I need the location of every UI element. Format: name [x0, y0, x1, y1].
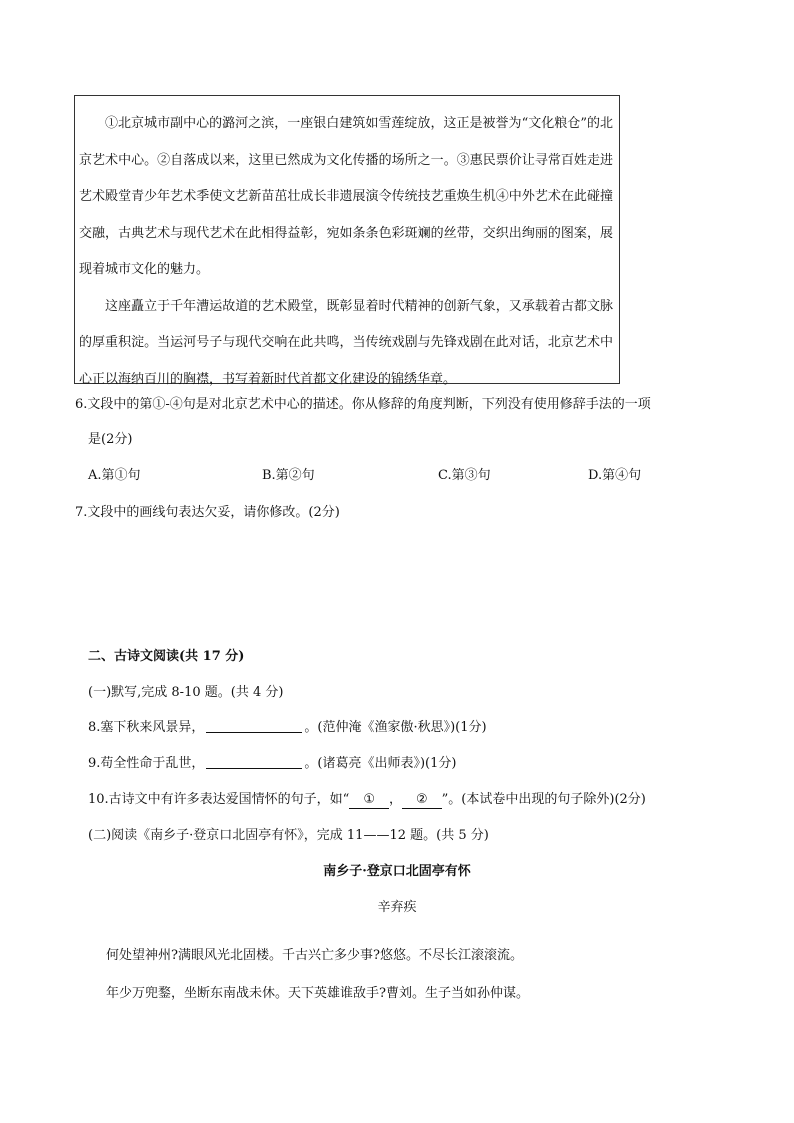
- question-9: [88, 754, 456, 774]
- question-9-prompt: 9.苟全性命于乱世，: [88, 756, 205, 771]
- question-10-blank-1[interactable]: ①: [349, 792, 389, 809]
- poem-title: 南乡子·登京口北固亭有怀: [323, 864, 471, 879]
- poem-author: 辛弃疾: [377, 900, 417, 915]
- subsection-2-title: (二)阅读《南乡子·登京口北固亭有怀》，完成 11——12 题。(共 5 分): [88, 828, 489, 843]
- question-6-stem: 6.文段中的第①-④句是对北京艺术中心的描述。你从修辞的角度判断，下列没有使用修辞手法的一项: [75, 397, 651, 412]
- passage-paragraph-1: ①北京城市副中心的潞河之滨，一座银白建筑如雪莲绽放，这正是被誉为“文化粮仓”的北京艺术中心。②自落成以来，这里已然成为文化传播的场所之一。③惠民票价让寻常百姓走进艺术殿堂青少年艺术季使文艺新苗茁壮成长非遗展演令传统技艺重焕生机④中外艺术在此碰撞交融，古典艺术与现代艺术在此相得益彰，宛如条条色彩斑斓的丝带，交织出绚丽的图案，展现着城市文化的魅力。: [79, 116, 613, 277]
- question-9-source: 。(诸葛亮《出师表》)(1分): [304, 756, 457, 771]
- question-8-blank[interactable]: [206, 718, 302, 733]
- question-10-blank-2[interactable]: ②: [402, 792, 442, 809]
- question-8: [88, 718, 487, 738]
- question-8-prompt: 8.塞下秋来风景异，: [88, 720, 205, 735]
- question-7: 7.文段中的画线句表达欠妥，请你修改。(2分): [75, 505, 340, 520]
- question-8-source: 。(范仲淹《渔家傲·秋思》)(1分): [304, 720, 487, 735]
- option-d[interactable]: D.第④句: [588, 468, 642, 483]
- section-2-title: 二、古诗文阅读(共 17 分): [88, 649, 245, 664]
- passage-paragraph-2: 这座矗立于千年漕运故道的艺术殿堂，既彰显着时代精神的创新气象，又承载着古都文脉的厚重积淀。当运河号子与现代交响在此共鸣，当传统戏剧与先锋戏剧在此对话，北京艺术中心正以海纳百川的胸襟，书写着新时代首都文化建设的锦绣华章。: [79, 298, 613, 387]
- option-c[interactable]: C.第③句: [438, 468, 491, 483]
- question-9-blank[interactable]: [206, 754, 302, 769]
- question-6-stem-cont: 是(2分): [88, 432, 133, 447]
- option-b[interactable]: B.第②句: [262, 468, 315, 483]
- option-a[interactable]: A.第①句: [88, 468, 141, 483]
- poem-line-1: 何处望神州?满眼风光北固楼。千古兴亡多少事?悠悠。不尽长江滚滚流。: [106, 948, 523, 963]
- question-6-options: [88, 466, 688, 486]
- question-10-note: ”。(本试卷中出现的句子除外)(2分): [441, 792, 646, 807]
- question-10-prompt: 10.古诗文中有许多表达爱国情怀的句子，如“: [88, 792, 350, 807]
- poem-line-2: 年少万兜鍪，坐断东南战未休。天下英雄谁敌手?曹刘。生子当如孙仲谋。: [106, 986, 529, 1001]
- question-10-separator: ，: [388, 792, 402, 807]
- subsection-1-title: (一)默写,完成 8-10 题。(共 4 分): [88, 685, 284, 700]
- question-10: [88, 790, 646, 810]
- reading-passage-box: [74, 95, 620, 387]
